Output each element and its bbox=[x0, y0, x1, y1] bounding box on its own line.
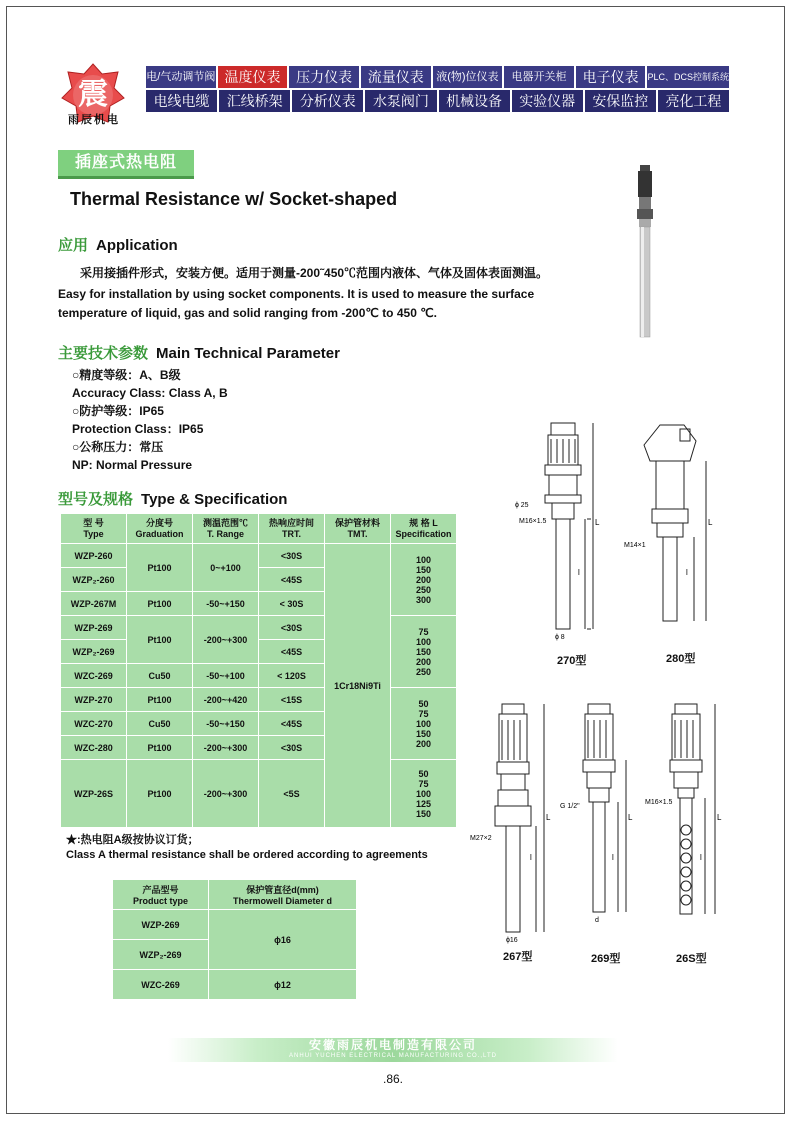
cell-type: WZC-269 bbox=[61, 664, 127, 688]
svg-text:d: d bbox=[595, 917, 599, 924]
cell-trt: <45S bbox=[259, 640, 325, 664]
param-protection-en: Protection Class：IP65 bbox=[72, 422, 204, 436]
cell-range: 0~+100 bbox=[193, 544, 259, 592]
cell-grad: Cu50 bbox=[127, 712, 193, 736]
nav-item-cable[interactable]: 电线电缆 bbox=[146, 90, 217, 112]
cell-range: -50~+150 bbox=[193, 712, 259, 736]
cell-type: WZP-267M bbox=[61, 592, 127, 616]
cell-trt: <30S bbox=[259, 616, 325, 640]
svg-text:l: l bbox=[578, 568, 580, 577]
cell-range: -200~+300 bbox=[193, 736, 259, 760]
application-text-en-1: Easy for installation by using socket components. It is used to measure the surface bbox=[58, 287, 535, 301]
product-photo bbox=[630, 165, 660, 345]
cell-spec-group-4: 50 75 100 125 150 bbox=[391, 760, 457, 828]
table-row bbox=[61, 688, 457, 712]
nav-item-plc[interactable]: PLC、DCS控制系统 bbox=[647, 66, 729, 88]
cell-spec-group-1: 100 150 200 250 300 bbox=[391, 544, 457, 616]
product-en-title: Thermal Resistance w/ Socket-shaped bbox=[70, 189, 398, 209]
svg-text:L: L bbox=[628, 813, 633, 822]
svg-text:ɸ16: ɸ16 bbox=[506, 937, 518, 944]
cell-material: 1Cr18Ni9Ti bbox=[325, 544, 391, 828]
application-text-en-2: temperature of liquid, gas and solid ranging from -200℃ to 450 ℃. bbox=[58, 306, 438, 320]
svg-text:ɸ 8: ɸ 8 bbox=[555, 634, 565, 641]
svg-text:L: L bbox=[546, 813, 551, 822]
svg-text:L: L bbox=[595, 518, 600, 527]
svg-text:震: 震 bbox=[78, 77, 108, 112]
category-nav bbox=[146, 66, 729, 114]
footer-company-en: ANHUI YUCHEN ELECTRICAL MANUFACTURING CO.,LTD bbox=[289, 1053, 497, 1059]
col-range: 测温范围℃ T. Range bbox=[193, 514, 259, 544]
footer-company-cn: 安徽雨辰机电制造有限公司 bbox=[308, 1038, 477, 1052]
svg-text:M27×2: M27×2 bbox=[470, 835, 492, 842]
table-row bbox=[61, 544, 457, 568]
table-row bbox=[61, 616, 457, 640]
caption-267: 267型 bbox=[503, 951, 533, 963]
typespec-heading-cn: 型号及规格 bbox=[58, 491, 134, 508]
col-tmt: 保护管材料 TMT. bbox=[325, 514, 391, 544]
col-product-type: 产品型号 Product type bbox=[113, 880, 209, 910]
nav-row-2 bbox=[146, 90, 729, 112]
svg-text:L: L bbox=[708, 518, 713, 527]
svg-text:l: l bbox=[612, 853, 614, 862]
cell-spec-group-3: 50 75 100 150 200 bbox=[391, 688, 457, 760]
order-note bbox=[66, 833, 428, 863]
cell-grad: Pt100 bbox=[127, 688, 193, 712]
cell-diameter: ɸ16 bbox=[209, 910, 357, 970]
col-diameter: 保护管直径d(mm) Thermowell Diameter d bbox=[209, 880, 357, 910]
caption-269: 269型 bbox=[591, 953, 621, 965]
param-accuracy-en: Accuracy Class: Class A, B bbox=[72, 386, 228, 400]
drawing-280 bbox=[620, 415, 730, 635]
col-graduation: 分度号 Graduation bbox=[127, 514, 193, 544]
svg-text:M14×1: M14×1 bbox=[624, 542, 646, 549]
table-row bbox=[61, 760, 457, 828]
spec-table bbox=[60, 513, 457, 828]
cell-type: WZP-269 bbox=[113, 910, 209, 940]
drawing-26s bbox=[645, 700, 730, 925]
cell-type: WZC-270 bbox=[61, 712, 127, 736]
cell-type: WZP₂-269 bbox=[61, 640, 127, 664]
diameter-table bbox=[112, 879, 357, 1000]
cell-trt: < 30S bbox=[259, 592, 325, 616]
nav-item-electronic[interactable]: 电子仪表 bbox=[576, 66, 646, 88]
nav-item-pump[interactable]: 水泵阀门 bbox=[365, 90, 436, 112]
params-heading-cn: 主要技术参数 bbox=[58, 345, 149, 362]
nav-item-valve[interactable]: 电/气动调节阀 bbox=[146, 66, 216, 88]
cell-grad: Pt100 bbox=[127, 760, 193, 828]
param-pressure-cn: ○公称压力：常压 bbox=[72, 440, 164, 454]
col-type: 型 号 Type bbox=[61, 514, 127, 544]
cell-range: -50~+100 bbox=[193, 664, 259, 688]
nav-item-machinery[interactable]: 机械设备 bbox=[439, 90, 510, 112]
params-heading-en: Main Technical Parameter bbox=[156, 345, 340, 362]
cell-trt: <45S bbox=[259, 568, 325, 592]
order-note-cn: ★:热电阻A级按协议订货； bbox=[66, 834, 199, 846]
cell-type: WZP-260 bbox=[61, 544, 127, 568]
drawing-270 bbox=[515, 415, 615, 645]
diameter-table-header bbox=[113, 880, 357, 910]
cell-range: -200~+300 bbox=[193, 616, 259, 664]
cell-grad: Pt100 bbox=[127, 544, 193, 592]
cell-trt: < 120S bbox=[259, 664, 325, 688]
cell-range: -50~+150 bbox=[193, 592, 259, 616]
cell-spec-group-2: 75 100 150 200 250 bbox=[391, 616, 457, 688]
drawing-267 bbox=[470, 700, 560, 945]
product-cn-title: 插座式热电阻 bbox=[58, 150, 194, 176]
cell-trt: <15S bbox=[259, 688, 325, 712]
typespec-heading-en: Type & Specification bbox=[141, 491, 288, 508]
cell-type: WZP₂-260 bbox=[61, 568, 127, 592]
param-protection-cn: ○防护等级：IP65 bbox=[72, 404, 164, 418]
nav-item-lab[interactable]: 实验仪器 bbox=[512, 90, 583, 112]
nav-item-flow[interactable]: 流量仪表 bbox=[361, 66, 431, 88]
drawing-269 bbox=[560, 700, 645, 925]
cell-range: -200~+300 bbox=[193, 760, 259, 828]
cell-trt: <30S bbox=[259, 736, 325, 760]
typespec-heading bbox=[58, 488, 287, 509]
cell-trt: <45S bbox=[259, 712, 325, 736]
cell-type: WZP-269 bbox=[61, 616, 127, 640]
cell-range: -200~+420 bbox=[193, 688, 259, 712]
nav-item-temperature[interactable]: 温度仪表 bbox=[218, 66, 288, 88]
cell-type: WZC-280 bbox=[61, 736, 127, 760]
application-text-cn: 采用接插件形式，安装方便。适用于测量-200˜450℃范围内液体、气体及固体表面测温。 bbox=[80, 266, 549, 280]
svg-text:M16×1.5: M16×1.5 bbox=[645, 799, 673, 806]
order-note-en: Class A thermal resistance shall be ordered according to agreements bbox=[66, 849, 428, 861]
cell-diameter: ɸ12 bbox=[209, 970, 357, 1000]
page-number: .86. bbox=[383, 1072, 404, 1086]
caption-270: 270型 bbox=[557, 655, 587, 667]
company-name: 雨辰机电 bbox=[68, 114, 120, 126]
cell-type: WZP₂-269 bbox=[113, 940, 209, 970]
nav-item-lighting[interactable]: 亮化工程 bbox=[658, 90, 729, 112]
caption-26s: 26S型 bbox=[676, 953, 707, 965]
param-pressure-en: NP: Normal Pressure bbox=[72, 458, 193, 472]
cell-trt: <5S bbox=[259, 760, 325, 828]
spec-table-header bbox=[61, 514, 457, 544]
col-spec: 规 格 L Specification bbox=[391, 514, 457, 544]
application-heading-en: Application bbox=[96, 237, 178, 254]
cell-grad: Pt100 bbox=[127, 592, 193, 616]
svg-text:ɸ 25: ɸ 25 bbox=[515, 502, 529, 509]
nav-item-switchgear[interactable]: 电器开关柜 bbox=[504, 66, 574, 88]
nav-item-pressure[interactable]: 压力仪表 bbox=[289, 66, 359, 88]
nav-row-1 bbox=[146, 66, 729, 88]
nav-item-level[interactable]: 液(物)位仪表 bbox=[433, 66, 503, 88]
svg-text:l: l bbox=[700, 853, 702, 862]
application-heading bbox=[58, 234, 178, 255]
cell-trt: <30S bbox=[259, 544, 325, 568]
svg-text:l: l bbox=[686, 568, 688, 577]
cell-type: WZP-270 bbox=[61, 688, 127, 712]
footer-company bbox=[168, 1038, 618, 1062]
svg-text:G 1/2": G 1/2" bbox=[560, 803, 580, 810]
cell-grad: Pt100 bbox=[127, 616, 193, 664]
param-accuracy-cn: ○精度等级：A、B级 bbox=[72, 368, 181, 382]
svg-text:L: L bbox=[717, 813, 722, 822]
application-heading-cn: 应用 bbox=[58, 237, 89, 254]
svg-text:M16×1.5: M16×1.5 bbox=[519, 518, 547, 525]
table-row bbox=[113, 910, 357, 940]
params-list bbox=[72, 366, 228, 474]
cell-type: WZC-269 bbox=[113, 970, 209, 1000]
nav-item-analysis[interactable]: 分析仪表 bbox=[292, 90, 363, 112]
nav-item-security[interactable]: 安保监控 bbox=[585, 90, 656, 112]
params-heading bbox=[58, 342, 340, 363]
svg-text:l: l bbox=[530, 853, 532, 862]
cell-grad: Cu50 bbox=[127, 664, 193, 688]
table-row bbox=[113, 970, 357, 1000]
cell-grad: Pt100 bbox=[127, 736, 193, 760]
cell-type: WZP-26S bbox=[61, 760, 127, 828]
caption-280: 280型 bbox=[666, 653, 696, 665]
col-trt: 热响应时间 TRT. bbox=[259, 514, 325, 544]
nav-item-tray[interactable]: 汇线桥架 bbox=[219, 90, 290, 112]
